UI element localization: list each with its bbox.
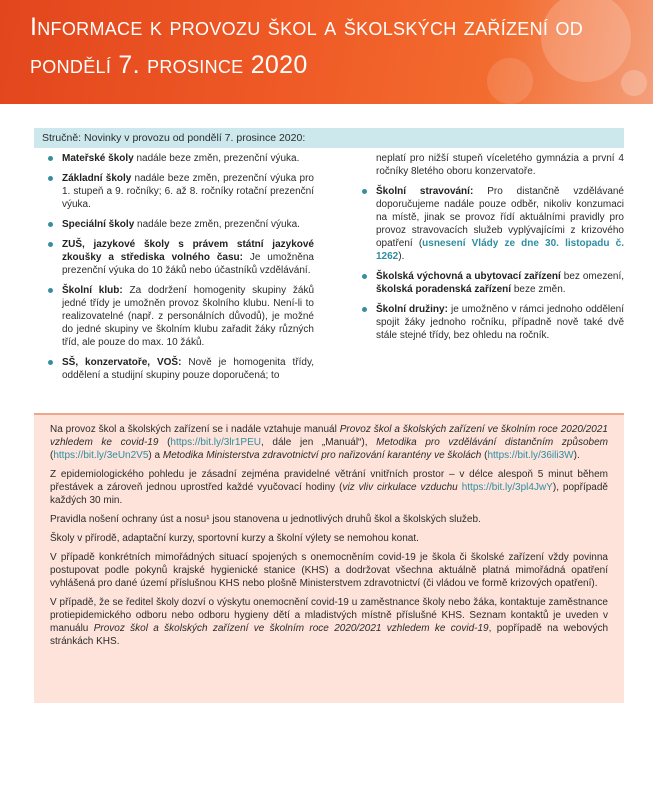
ventilation-note: viz vliv cirkulace vzduchu (342, 482, 458, 493)
info-paragraph: V případě konkrétních mimořádných situací spojených s onemocněním covid-19 je škola či školské zařízení vždy povinna postupovat podle pokynů krajské hygienické stanice (KHS) a dodržovat všechna aktuálně platná mimořádná opatření vyhlášená pro dané území příslušnou KHS nebo plošně Ministerstvem zdravotnictví (či vládou ve formě krizových opatření). (50, 552, 608, 589)
quarantine-link[interactable]: https://bit.ly/36ili3W (487, 450, 574, 461)
list-item (48, 356, 314, 382)
ventilation-link[interactable]: https://bit.ly/3pl4JwY (461, 482, 553, 493)
item-heading: SŠ, konzervatoře, VOŠ: (62, 357, 182, 368)
text: ( (50, 450, 54, 461)
list-item (48, 238, 314, 277)
manual-title: Provoz škol a školských zařízení ve školním roce 2020/2021 vzhledem ke covid-19 (93, 623, 489, 634)
summary-right-column (362, 152, 624, 349)
page-title: Informace k provozu škol a školských zařízení od pondělí 7. prosince 2020 (30, 13, 584, 79)
item-text: ). (398, 251, 405, 262)
text: Z epidemiologického pohledu je zásadní zejména pravidelné větrání vnitřních prostor – v délce alespoň 5 minut během přestávek a zároveň jednou uprostřed každé vyučovací hodiny ( (50, 469, 608, 493)
item-text: Nově je homogenita třídy, oddělení a studijní skupiny pouze doporučená; to (62, 357, 314, 381)
item-heading: Školní družiny: (376, 304, 448, 315)
methodology-title: Metodika pro vzdělávání distančním způsobem (376, 437, 609, 448)
title-banner (0, 0, 653, 104)
bullet-icon (48, 242, 53, 247)
list-item (362, 185, 624, 263)
item-heading: Základní školy (62, 173, 132, 184)
item-text: nadále beze změn, prezenční výuka pro 1. stupeň a 9. ročníky; 6. až 8. ročníky rotační prezenční výuka. (62, 173, 314, 210)
item-text: bez omezení, (560, 271, 624, 282)
list-item (362, 303, 624, 342)
text: ) a (148, 450, 163, 461)
manual-link[interactable]: https://bit.ly/3lr1PEU (170, 437, 261, 448)
bullet-icon (362, 274, 367, 279)
text: ( (481, 450, 488, 461)
info-box (34, 413, 624, 703)
bullet-icon (362, 189, 367, 194)
info-paragraph: Pravidla nošení ochrany úst a nosu¹ jsou stanovena u jednotlivých druhů škol a školských služeb. (50, 514, 481, 525)
list-item (48, 152, 314, 165)
item-heading: ZUŠ, jazykové školy s právem státní jazykové zkoušky a střediska volného času: (62, 239, 314, 263)
summary-left-column (48, 152, 314, 389)
info-paragraph (50, 423, 608, 462)
item-text: nadále beze změn, prezenční výuka. (133, 153, 300, 164)
continued-text: neplatí pro nižší stupeň víceletého gymnázia a první 4 ročníky 8letého oboru konzervatoře. (376, 153, 624, 177)
info-paragraph (50, 468, 608, 507)
text: ), popřípadě každých 30 min. (50, 482, 608, 506)
bullet-icon (48, 222, 53, 227)
bullet-icon (48, 360, 53, 365)
text: ). (573, 450, 580, 461)
info-paragraph (50, 596, 608, 648)
item-heading: Mateřské školy (62, 153, 134, 164)
manual-title: Provoz škol a školských zařízení ve školním roce 2020/2021 vzhledem ke covid-19 (50, 424, 608, 448)
text: , dále jen „Manuál“), (261, 437, 377, 448)
list-item (48, 284, 314, 349)
item-text: Je umožněna prezenční výuka do 10 žáků nebo účastníků vzdělávání. (62, 252, 314, 276)
item-text: Za dodržení homogenity skupiny žáků jedné třídy je umožněn provoz školního klubu. Není-li to realizovatelné (např. z personálních důvodů), je možné do jedné skupiny ve školním klubu zařadit žáky různých tříd, ale pouze do max. 10 žáků. (62, 285, 315, 348)
item-heading: Školní stravování: (376, 186, 474, 197)
item-heading: Školní klub: (62, 285, 123, 296)
resolution-link[interactable]: usnesení Vlády ze dne 30. listopadu č. 1262 (376, 238, 624, 262)
methodology-link[interactable]: https://bit.ly/3eUn2V5 (53, 450, 149, 461)
item-text: je umožněno v rámci jednoho oddělení spojit žáky jednoho ročníku, případně nově také dvě stále stejné třídy, bez ohledu na ročník. (376, 304, 625, 341)
bullet-icon (48, 156, 53, 161)
bullet-icon (48, 176, 53, 181)
item-text: Pro distančně vzdělávané doporučujeme nadále pouze odběr, nikoliv konzumaci na místě, jinak se provoz řídí aktuálními pravidly pro provoz stravovacích služeb vyplývajícími z krizového opatření ( (376, 186, 624, 249)
list-item (362, 270, 624, 296)
item-text: beze změn. (511, 284, 566, 295)
text: Na provoz škol a školských zařízení se i nadále vztahuje manuál (50, 424, 340, 435)
item-text: nadále beze změn, prezenční výuka. (134, 219, 300, 230)
item-heading: školská poradenská zařízení (376, 284, 512, 295)
item-heading: Školská výchovná a ubytovací zařízení (376, 271, 561, 282)
bullet-icon (48, 288, 53, 293)
summary-header: Stručně: Novinky v provozu od pondělí 7. prosince 2020: (34, 128, 624, 148)
list-item (48, 172, 314, 211)
text: V případě, že se ředitel školy dozví o výskytu onemocnění covid-19 u zaměstnance školy nebo žáka, kontaktuje zaměstnance protiepidemického odboru nebo odboru hygieny dětí a mladistvých místně příslušné KHS. Seznam kontaktů je uveden v manuálu (50, 597, 608, 634)
list-item (48, 218, 314, 231)
item-heading: Speciální školy (62, 219, 135, 230)
text: , popřípadě na webových stránkách KHS. (50, 623, 609, 647)
bullet-icon (362, 307, 367, 312)
quarantine-methodology-title: Metodika Ministerstva zdravotnictví pro nařizování karantény ve školách (162, 450, 482, 461)
info-paragraph: Školy v přírodě, adaptační kurzy, sportovní kurzy a školní výlety se nemohou konat. (50, 533, 419, 544)
text: ( (158, 437, 171, 448)
